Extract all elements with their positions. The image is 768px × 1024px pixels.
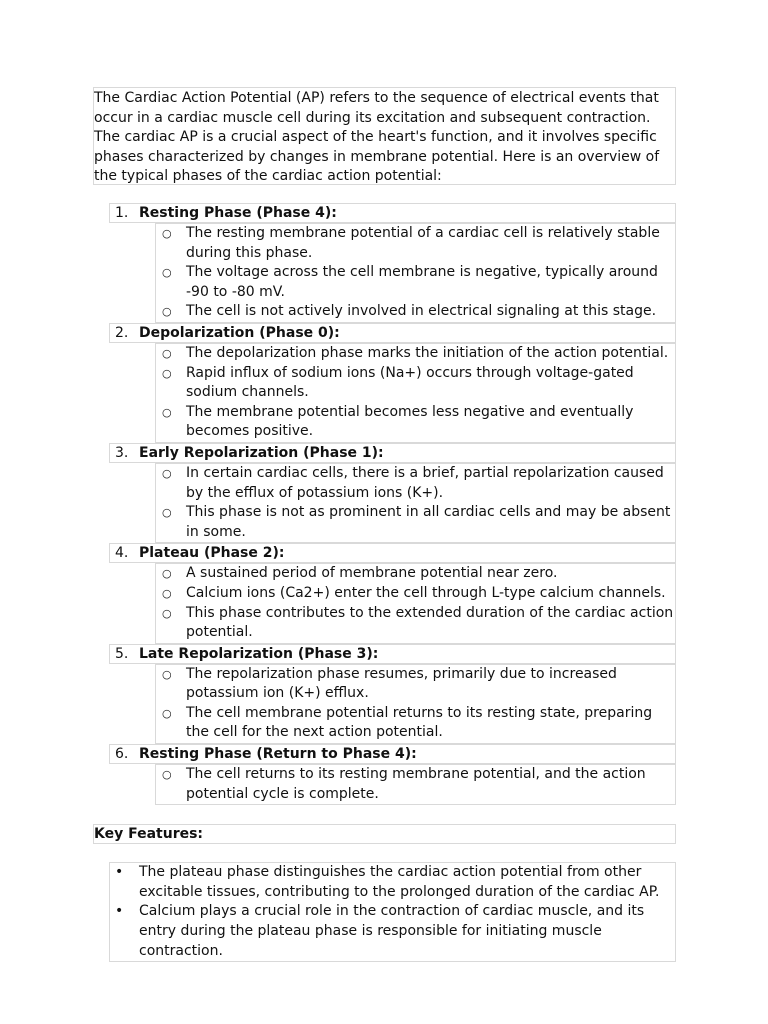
list-item-text: The cell membrane potential returns to its resting state, preparing the cell for the next action potential. <box>186 704 653 741</box>
phase-number: 5. <box>115 645 129 662</box>
list-item-text: The cell is not actively involved in electrical signaling at this stage. <box>186 303 657 320</box>
list-item-text: Rapid influx of sodium ions (Na+) occurs through voltage-gated sodium channels. <box>186 364 634 401</box>
key-features-heading: Key Features: <box>93 824 676 844</box>
phase-bullet-list <box>155 463 676 543</box>
phase-heading <box>109 323 676 343</box>
phase-heading <box>109 744 676 764</box>
list-item <box>156 464 675 503</box>
list-item <box>110 863 675 902</box>
circle-bullet-icon: ○ <box>162 405 172 419</box>
list-item-text: The plateau phase distinguishes the cardiac action potential from other excitable tissues, contributing to the prolonged duration of the cardiac AP. <box>139 864 660 900</box>
list-item <box>156 263 675 302</box>
document-page <box>93 87 676 962</box>
circle-bullet-icon: ○ <box>162 606 172 620</box>
list-item-text: In certain cardiac cells, there is a brief, partial repolarization caused by the efflux of potassium ions (K+). <box>186 464 664 501</box>
phase-title: Resting Phase (Phase 4): <box>139 205 337 221</box>
circle-bullet-icon: ○ <box>162 706 172 720</box>
circle-bullet-icon: ○ <box>162 567 172 581</box>
circle-bullet-icon: ○ <box>162 227 172 240</box>
list-item <box>110 902 675 961</box>
list-item <box>156 665 675 704</box>
circle-bullet-icon: ○ <box>162 266 172 280</box>
list-item-text: Calcium plays a crucial role in the contraction of cardiac muscle, and its entry during the plateau phase is responsible for initiating muscle contraction. <box>139 903 645 959</box>
phase-title: Resting Phase (Return to Phase 4): <box>139 746 417 763</box>
circle-bullet-icon: ○ <box>162 346 172 360</box>
circle-bullet-icon: ○ <box>162 366 172 380</box>
phase-number: 4. <box>115 545 129 562</box>
list-item <box>156 224 675 263</box>
phase-bullet-list <box>155 764 676 805</box>
list-item-text: The repolarization phase resumes, primarily due to increased potassium ion (K+) efflux. <box>186 665 617 702</box>
list-item-text: This phase is not as prominent in all cardiac cells and may be absent in some. <box>186 504 671 540</box>
phase-number: 3. <box>115 444 129 461</box>
list-item <box>156 503 675 542</box>
list-item-text: The voltage across the cell membrane is negative, typically around -90 to -80 mV. <box>186 264 658 300</box>
intro-paragraph: The Cardiac Action Potential (AP) refers to the sequence of electrical events that occur in a cardiac muscle cell during its excitation and subsequent contraction. The cardiac AP is a crucial aspect of the heart's function, and it involves specific phases characterized by changes in membrane potential. Here is an overview of the typical phases of the cardiac action potential: <box>93 87 676 185</box>
phase-bullet-list <box>155 563 676 643</box>
phase-heading <box>109 203 676 223</box>
phase-number: 2. <box>115 324 129 341</box>
list-item <box>156 765 675 804</box>
circle-bullet-icon: ○ <box>162 667 172 681</box>
list-item <box>156 302 675 322</box>
list-item <box>156 584 675 604</box>
phase-number: 6. <box>115 746 129 763</box>
phase-list <box>109 203 676 805</box>
phase-bullet-list <box>155 664 676 744</box>
list-item <box>156 564 675 584</box>
phase-bullet-list <box>155 343 676 443</box>
list-item-text: The depolarization phase marks the initiation of the action potential. <box>186 344 669 361</box>
circle-bullet-icon: ○ <box>162 586 172 600</box>
list-item-text: The membrane potential becomes less negative and eventually becomes positive. <box>186 403 634 440</box>
dot-bullet-icon: • <box>115 903 124 920</box>
list-item <box>156 344 675 364</box>
phase-number: 1. <box>115 205 129 221</box>
list-item <box>156 364 675 403</box>
list-item <box>156 604 675 643</box>
circle-bullet-icon: ○ <box>162 466 172 480</box>
circle-bullet-icon: ○ <box>162 506 172 520</box>
key-features-list <box>109 862 676 962</box>
list-item-text: A sustained period of membrane potential near zero. <box>186 565 558 582</box>
circle-bullet-icon: ○ <box>162 305 172 319</box>
phase-title: Late Repolarization (Phase 3): <box>139 645 379 662</box>
list-item <box>156 704 675 743</box>
phase-heading <box>109 644 676 664</box>
phase-title: Depolarization (Phase 0): <box>139 324 340 341</box>
dot-bullet-icon: • <box>115 864 124 881</box>
list-item-text: The cell returns to its resting membrane potential, and the action potential cycle is complete. <box>186 766 646 802</box>
phase-bullet-list <box>155 223 676 323</box>
list-item-text: This phase contributes to the extended duration of the cardiac action potential. <box>186 604 674 641</box>
phase-title: Plateau (Phase 2): <box>139 545 285 562</box>
list-item-text: Calcium ions (Ca2+) enter the cell through L-type calcium channels. <box>186 584 666 601</box>
phase-title: Early Repolarization (Phase 1): <box>139 444 384 461</box>
phase-heading <box>109 543 676 563</box>
list-item <box>156 403 675 442</box>
phase-heading <box>109 443 676 463</box>
circle-bullet-icon: ○ <box>162 768 172 782</box>
list-item-text: The resting membrane potential of a cardiac cell is relatively stable during this phase. <box>186 225 660 261</box>
